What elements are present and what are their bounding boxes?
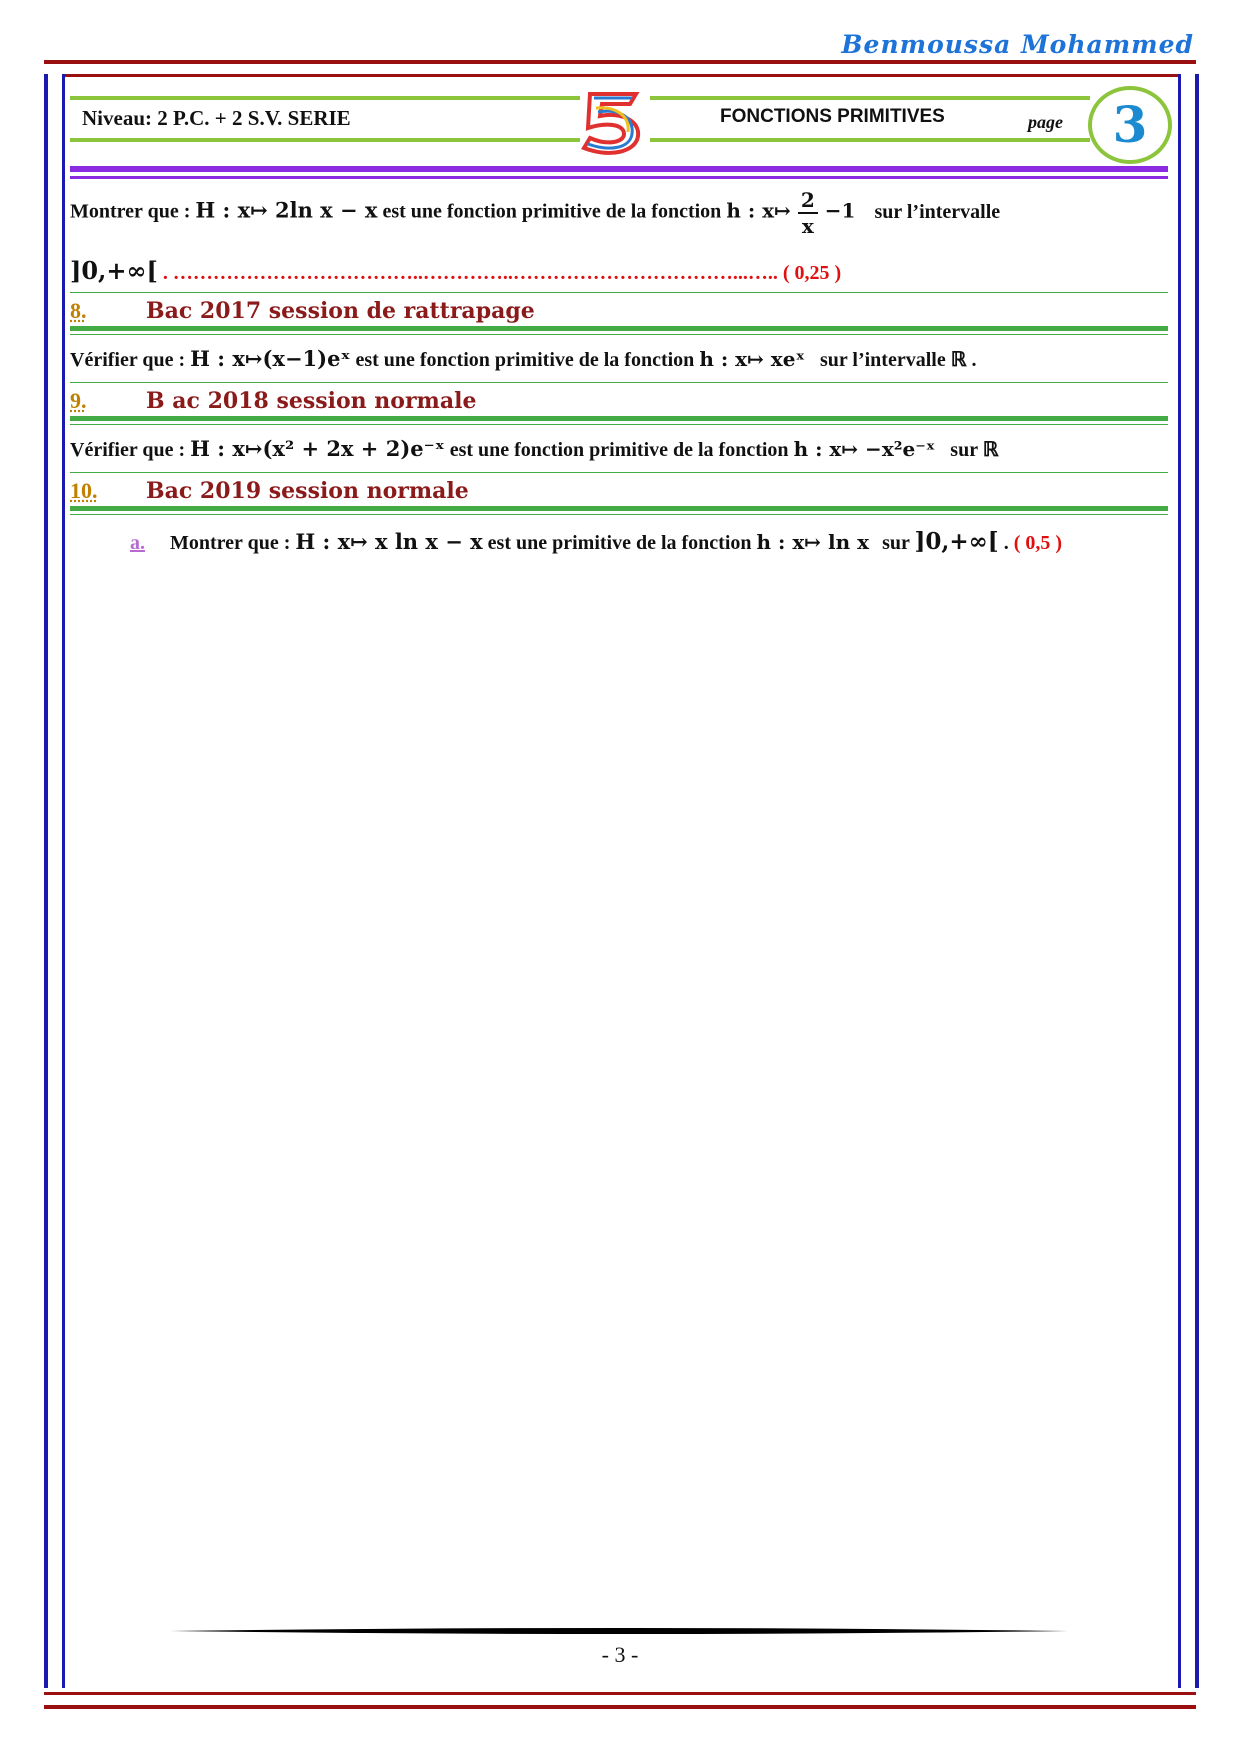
purple-divider-1 xyxy=(70,166,1168,172)
exercise-9-mid: est une fonction primitive de la fonction xyxy=(449,439,789,461)
page-number-badge xyxy=(1088,86,1172,164)
exercise-7-mid: est une fonction primitive de la fonction xyxy=(382,200,722,223)
header-line-left-top xyxy=(70,96,580,100)
section-8-title: Bac 2017 session de rattrapage xyxy=(146,298,535,324)
exercise-10-h: h : x↦ ln x xyxy=(756,530,870,554)
exercise-8-underline xyxy=(70,382,1168,383)
exercise-8-prefix: Vérifier que : xyxy=(70,349,186,371)
exercise-8-h: h : x↦ xeˣ xyxy=(699,347,805,371)
section-8-number: 8. xyxy=(70,298,87,323)
exercise-8-H: H : x↦(x−1)eˣ xyxy=(190,346,351,371)
section-10-rule xyxy=(70,506,1168,511)
exercise-9-prefix: Vérifier que : xyxy=(70,439,186,461)
frame-left-border xyxy=(44,74,65,1688)
series-number-logo xyxy=(570,86,654,158)
exercise-7-line-2 xyxy=(70,256,1168,285)
exercise-10-interval: ]0,+∞[ xyxy=(914,528,999,555)
exercise-7-line-1 xyxy=(70,190,1168,236)
exercise-10-item-a xyxy=(130,528,1170,555)
section-9-rule-thin xyxy=(70,424,1168,425)
exercise-7-interval: ]0,+∞[ xyxy=(70,256,158,285)
exercise-10-mid: est une primitive de la fonction xyxy=(487,532,752,554)
exercise-10-sur: sur xyxy=(882,532,910,554)
frame-right-border xyxy=(1178,74,1199,1688)
fraction-denominator: x xyxy=(801,214,814,238)
section-9-title: B ac 2018 session normale xyxy=(146,388,477,414)
exercise-7-underline xyxy=(70,292,1168,293)
header-line-right-top xyxy=(650,96,1090,100)
exercise-10-points: ( 0,5 ) xyxy=(1013,532,1063,554)
exercise-7-prefix: Montrer que : xyxy=(70,200,191,223)
section-10-rule-thin xyxy=(70,514,1168,515)
section-10-number: 10. xyxy=(70,478,98,503)
exercise-8-end: sur l’intervalle ℝ . xyxy=(819,349,977,371)
exercise-7-h: h : x↦ xyxy=(726,198,791,223)
exercise-7-points: ( 0,25 ) xyxy=(782,262,842,284)
exercise-9-end: sur ℝ xyxy=(950,439,999,461)
frame-bottom-border xyxy=(44,1692,1196,1709)
exercise-10-dot: . xyxy=(1003,532,1009,554)
exercise-7-H: H : x↦ 2ln x − x xyxy=(195,197,378,223)
level-label: Niveau: 2 P.C. + 2 S.V. SERIE xyxy=(82,106,351,130)
section-10-title: Bac 2019 session normale xyxy=(146,478,469,504)
section-9-number: 9. xyxy=(70,388,87,413)
exercise-9-h: h : x↦ −x²e⁻ˣ xyxy=(793,437,936,461)
frame-top-border xyxy=(44,60,1196,77)
header-line-left-bottom xyxy=(70,138,580,142)
chapter-title: FONCTIONS PRIMITIVES xyxy=(720,106,945,127)
page-label: page xyxy=(1028,112,1063,132)
exercise-10-prefix: Montrer que : xyxy=(170,532,291,554)
section-8-rule-thin xyxy=(70,334,1168,335)
exercise-7-dots: . ………………………………..…………..……………………………...….. xyxy=(162,262,778,284)
exercise-7-tail: −1 xyxy=(824,198,856,223)
item-letter-a: a. xyxy=(130,532,145,554)
section-8-rule xyxy=(70,326,1168,331)
exercise-9-line xyxy=(70,436,1168,462)
exercise-10-H: H : x↦ x ln x − x xyxy=(295,529,483,554)
exercise-8-line xyxy=(70,346,1168,372)
exercise-8-mid: est une fonction primitive de la fonction xyxy=(355,349,695,371)
page-badge-number: 3 xyxy=(1112,95,1148,154)
author-signature: Benmoussa Mohammed xyxy=(841,30,1194,59)
footer-page-number: - 3 - xyxy=(601,1642,639,1667)
section-9-rule xyxy=(70,416,1168,421)
fraction-numerator: 2 xyxy=(798,190,818,214)
exercise-7-end: sur l’intervalle xyxy=(874,200,1001,223)
header-line-right-bottom xyxy=(650,138,1090,142)
purple-divider-2 xyxy=(70,176,1168,179)
footer-rule xyxy=(170,1628,1068,1634)
exercise-9-underline xyxy=(70,472,1168,473)
exercise-9-H: H : x↦(x² + 2x + 2)e⁻ˣ xyxy=(190,436,445,461)
exercise-7-fraction xyxy=(798,190,818,236)
